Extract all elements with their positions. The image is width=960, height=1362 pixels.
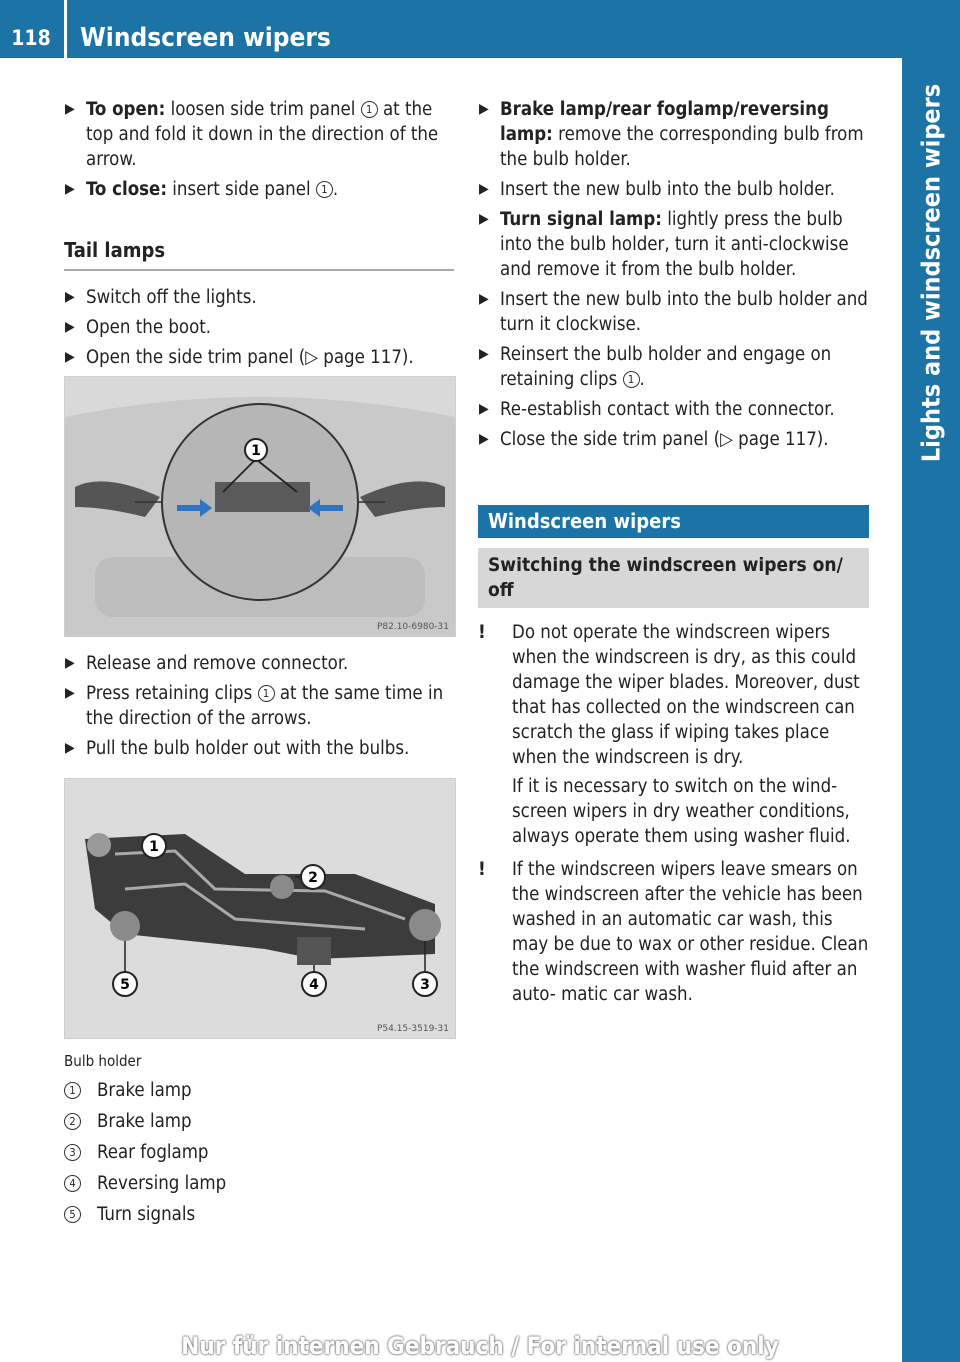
warning-icon: ! <box>478 621 486 643</box>
legend-item <box>64 1140 456 1165</box>
arrow-bullet-icon: ▶ <box>65 289 75 305</box>
bulb-holder-legend <box>64 1049 456 1233</box>
note-text: Do not operate the windscreen wipers when the windscreen is dry, as this could damage the wiper blades. Moreover, dust that has collected on the windscreen can scratch the glass if wiping takes place when the windscreen is dry. <box>512 622 860 768</box>
svg-text:3: 3 <box>420 977 430 993</box>
note-text: If the windscreen wipers leave smears on the windscreen after the vehicle has been washed in an automatic car wash, this may be due to wax or other residue. Clean the windscreen with washer fluid after an auto- matic car wash. <box>512 859 869 1005</box>
step-text: remove the corresponding bulb from the bulb holder. <box>500 124 864 170</box>
legend-item <box>64 1171 456 1196</box>
svg-text:1: 1 <box>251 443 261 459</box>
bulb-holder-figure <box>64 778 456 1039</box>
chapter-side-tab <box>902 58 960 1362</box>
footer-watermark: Nur für internen Gebrauch / For internal use only <box>181 1332 779 1360</box>
windscreen-wipers-section <box>478 505 869 1015</box>
callout-1-icon: 1 <box>316 181 333 198</box>
step <box>478 97 870 172</box>
step-label: Turn signal lamp: <box>500 209 662 230</box>
step <box>478 342 870 392</box>
legend-text: Brake lamp <box>97 1080 192 1101</box>
svg-text:1: 1 <box>149 839 159 855</box>
step-text: Reinsert the bulb holder and engage on retaining clips <box>500 344 832 390</box>
subsection-heading: Switching the windscreen wipers on/ off <box>478 548 869 608</box>
step <box>478 427 870 452</box>
note-text-extra: If it is necessary to switch on the wind- screen wipers in dry weather conditions, always operate them using washer fluid. <box>512 776 851 847</box>
arrow-bullet-icon: ▶ <box>65 740 75 756</box>
step-text-end: . <box>639 369 645 390</box>
right-column <box>478 97 870 457</box>
arrow-bullet-icon: ▶ <box>479 346 489 362</box>
page-header <box>0 0 960 58</box>
callout-1-icon: 1 <box>64 1082 81 1099</box>
tail-lamp-figure <box>64 376 456 637</box>
arrow-bullet-icon: ▶ <box>479 401 489 417</box>
arrow-bullet-icon: ▶ <box>479 431 489 447</box>
step <box>64 651 456 676</box>
legend-text: Brake lamp <box>97 1111 192 1132</box>
callout-1-icon: 1 <box>623 371 640 388</box>
bulb-holder-illustration <box>65 779 455 1038</box>
svg-text:5: 5 <box>120 977 130 993</box>
step <box>478 177 870 202</box>
figure-ref: P54.15-3519-31 <box>376 1024 449 1034</box>
step <box>478 287 870 337</box>
step-text: Pull the bulb holder out with the bulbs. <box>86 738 410 759</box>
step-text: Release and remove connector. <box>86 653 349 674</box>
left-column <box>64 97 456 207</box>
figure-ref: P82.10-6980-31 <box>376 622 449 632</box>
step-to-open <box>64 97 456 172</box>
step <box>64 345 454 370</box>
arrow-bullet-icon: ▶ <box>65 181 75 197</box>
callout-2-icon: 2 <box>64 1113 81 1130</box>
arrow-bullet-icon: ▶ <box>65 319 75 335</box>
arrow-bullet-icon: ▶ <box>65 655 75 671</box>
step <box>64 285 454 310</box>
arrow-bullet-icon: ▶ <box>65 101 75 117</box>
arrow-bullet-icon: ▶ <box>65 685 75 701</box>
step-text: Open the side trim panel (▷ page 117). <box>86 347 414 368</box>
step <box>64 681 456 731</box>
step-text-end: . <box>332 179 339 200</box>
step-text-end: at the top and fold it down in the direction of the arrow. <box>86 99 439 170</box>
legend-item <box>64 1078 456 1103</box>
callout-1-icon: 1 <box>258 685 275 702</box>
section-heading-blue: Windscreen wipers <box>478 505 869 538</box>
callout-1-icon: 1 <box>361 101 378 118</box>
arrow-bullet-icon: ▶ <box>65 349 75 365</box>
legend-item <box>64 1109 456 1134</box>
step-text-end: at the same time in the direction of the arrows. <box>86 683 444 729</box>
step-label: To close: <box>86 179 167 200</box>
arrow-bullet-icon: ▶ <box>479 291 489 307</box>
step-label: Brake lamp/rear foglamp/reversing lamp: <box>500 99 829 145</box>
legend-item <box>64 1202 456 1227</box>
legend-text: Rear foglamp <box>97 1142 209 1163</box>
step-text: lightly press the bulb into the bulb holder, turn it anti-clockwise and remove it from the bulb holder. <box>500 209 849 280</box>
step-text: Insert the new bulb into the bulb holder and turn it clockwise. <box>500 289 868 335</box>
step-label: To open: <box>86 99 166 120</box>
step-to-close <box>64 177 456 202</box>
warning-icon: ! <box>478 858 486 880</box>
figure-caption: Bulb holder <box>64 1052 142 1070</box>
step-text: Press retaining clips <box>86 683 258 704</box>
arrow-bullet-icon: ▶ <box>479 101 489 117</box>
page-title: Windscreen wipers <box>80 23 331 53</box>
tail-lamps-section <box>64 238 454 375</box>
tail-lamp-steps <box>64 651 456 766</box>
warning-note <box>478 857 869 1007</box>
step <box>478 207 870 282</box>
step-text: Close the side trim panel (▷ page 117). <box>500 429 829 450</box>
callout-5-icon: 5 <box>64 1206 81 1223</box>
svg-text:4: 4 <box>309 977 319 993</box>
svg-text:2: 2 <box>308 870 318 886</box>
car-rear-illustration <box>65 377 455 636</box>
arrow-bullet-icon: ▶ <box>479 181 489 197</box>
step <box>478 397 870 422</box>
step <box>64 736 456 761</box>
header-divider <box>64 0 67 58</box>
arrow-bullet-icon: ▶ <box>479 211 489 227</box>
step-text: Switch off the lights. <box>86 287 257 308</box>
step-text: Open the boot. <box>86 317 212 338</box>
chapter-label: Lights and windscreen wipers <box>916 83 946 463</box>
step <box>64 315 454 340</box>
step-text: Re-establish contact with the connector. <box>500 399 835 420</box>
callout-4-icon: 4 <box>64 1175 81 1192</box>
legend-text: Reversing lamp <box>97 1173 227 1194</box>
callout-3-icon: 3 <box>64 1144 81 1161</box>
section-heading: Tail lamps <box>64 238 454 271</box>
step-text: loosen side trim panel <box>165 99 361 120</box>
step-text: insert side panel <box>166 179 316 200</box>
page-number: 118 <box>11 26 51 50</box>
warning-note <box>478 620 869 849</box>
legend-text: Turn signals <box>97 1204 196 1225</box>
step-text: Insert the new bulb into the bulb holder. <box>500 179 835 200</box>
